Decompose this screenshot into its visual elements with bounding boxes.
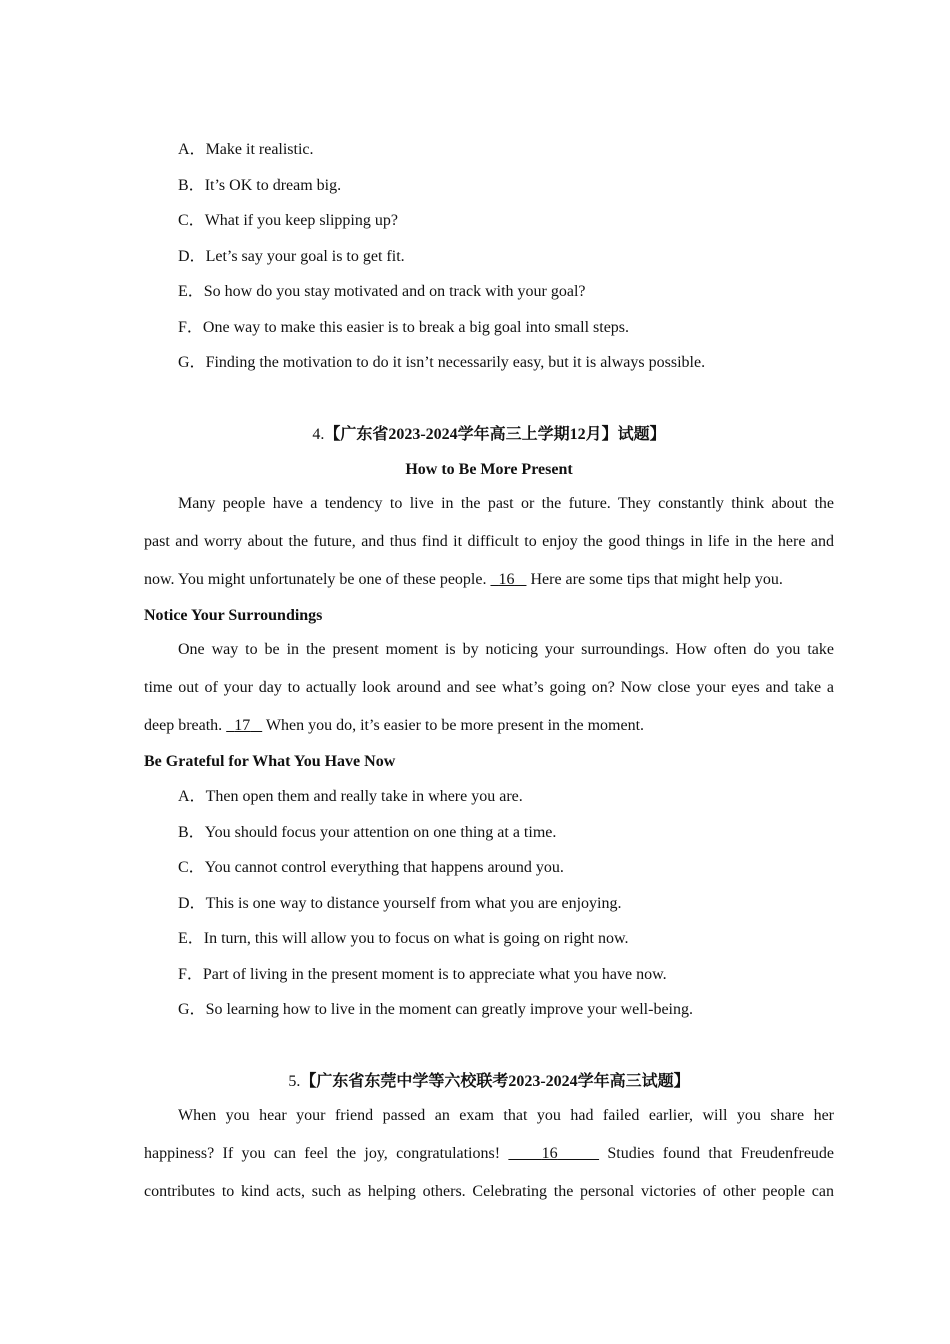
option-f: F．One way to make this easier is to break a big goal into small steps. bbox=[178, 319, 630, 336]
heading-be-grateful: Be Grateful for What You Have Now bbox=[144, 753, 396, 770]
heading-notice-surroundings: Notice Your Surroundings bbox=[144, 607, 323, 624]
option-a: A．Make it realistic. bbox=[178, 141, 314, 158]
q4-option-a: A．Then open them and really take in where you are. bbox=[178, 788, 523, 805]
q4-option-c: C．You cannot control everything that happens around you. bbox=[178, 859, 564, 876]
question-4-paragraph-2: One way to be in the present moment is by noticing your surroundings. How often do you take time out of your day to actually look around and see what’s going on? Now close your eyes and take a deep breath. 17 When you do, it’s easier to be more present in the moment. bbox=[144, 641, 834, 734]
q4-option-g: G．So learning how to live in the moment can greatly improve your well-being. bbox=[178, 1001, 693, 1018]
option-c: C．What if you keep slipping up? bbox=[178, 212, 398, 229]
blank-16-q5[interactable]: 16 bbox=[541, 1145, 558, 1162]
q4-option-e: E．In turn, this will allow you to focus on what is going on right now. bbox=[178, 930, 629, 947]
q4-option-f: F．Part of living in the present moment is to appreciate what you have now. bbox=[178, 966, 667, 983]
option-g: G．Finding the motivation to do it isn’t necessarily easy, but it is always possible. bbox=[178, 354, 706, 371]
blank-17[interactable]: 17 bbox=[234, 717, 251, 734]
q4-option-b: B．You should focus your attention on one thing at a time. bbox=[178, 824, 557, 841]
option-d: D．Let’s say your goal is to get fit. bbox=[178, 248, 405, 265]
question-4-source: 4.【广东省2023-2024学年高三上学期12月】试题】 bbox=[312, 426, 666, 443]
option-e: E．So how do you stay motivated and on track with your goal? bbox=[178, 283, 586, 300]
q4-option-d: D．This is one way to distance yourself from what you are enjoying. bbox=[178, 895, 622, 912]
question-5-source: 5.【广东省东莞中学等六校联考2023-2024学年高三试题】 bbox=[288, 1073, 690, 1090]
question-4-title: How to Be More Present bbox=[405, 461, 573, 478]
question-5-paragraph-1: When you hear your friend passed an exam that you had failed earlier, will you share her happiness? If you can feel the joy, congratulations! 16 Studies found that Freudenfreude contributes to kind acts, such as helping others. Celebrating the personal victories of other people can bbox=[144, 1107, 835, 1200]
option-b: B．It’s OK to dream big. bbox=[178, 177, 342, 194]
question-4-paragraph-1: Many people have a tendency to live in the past or the future. They constantly think about the past and worry about the future, and thus find it difficult to enjoy the good things in life in the here and now. You might unfortunately be one of these people. 16 Here are some tips that might help you. bbox=[144, 495, 834, 588]
blank-16[interactable]: 16 bbox=[498, 571, 515, 588]
